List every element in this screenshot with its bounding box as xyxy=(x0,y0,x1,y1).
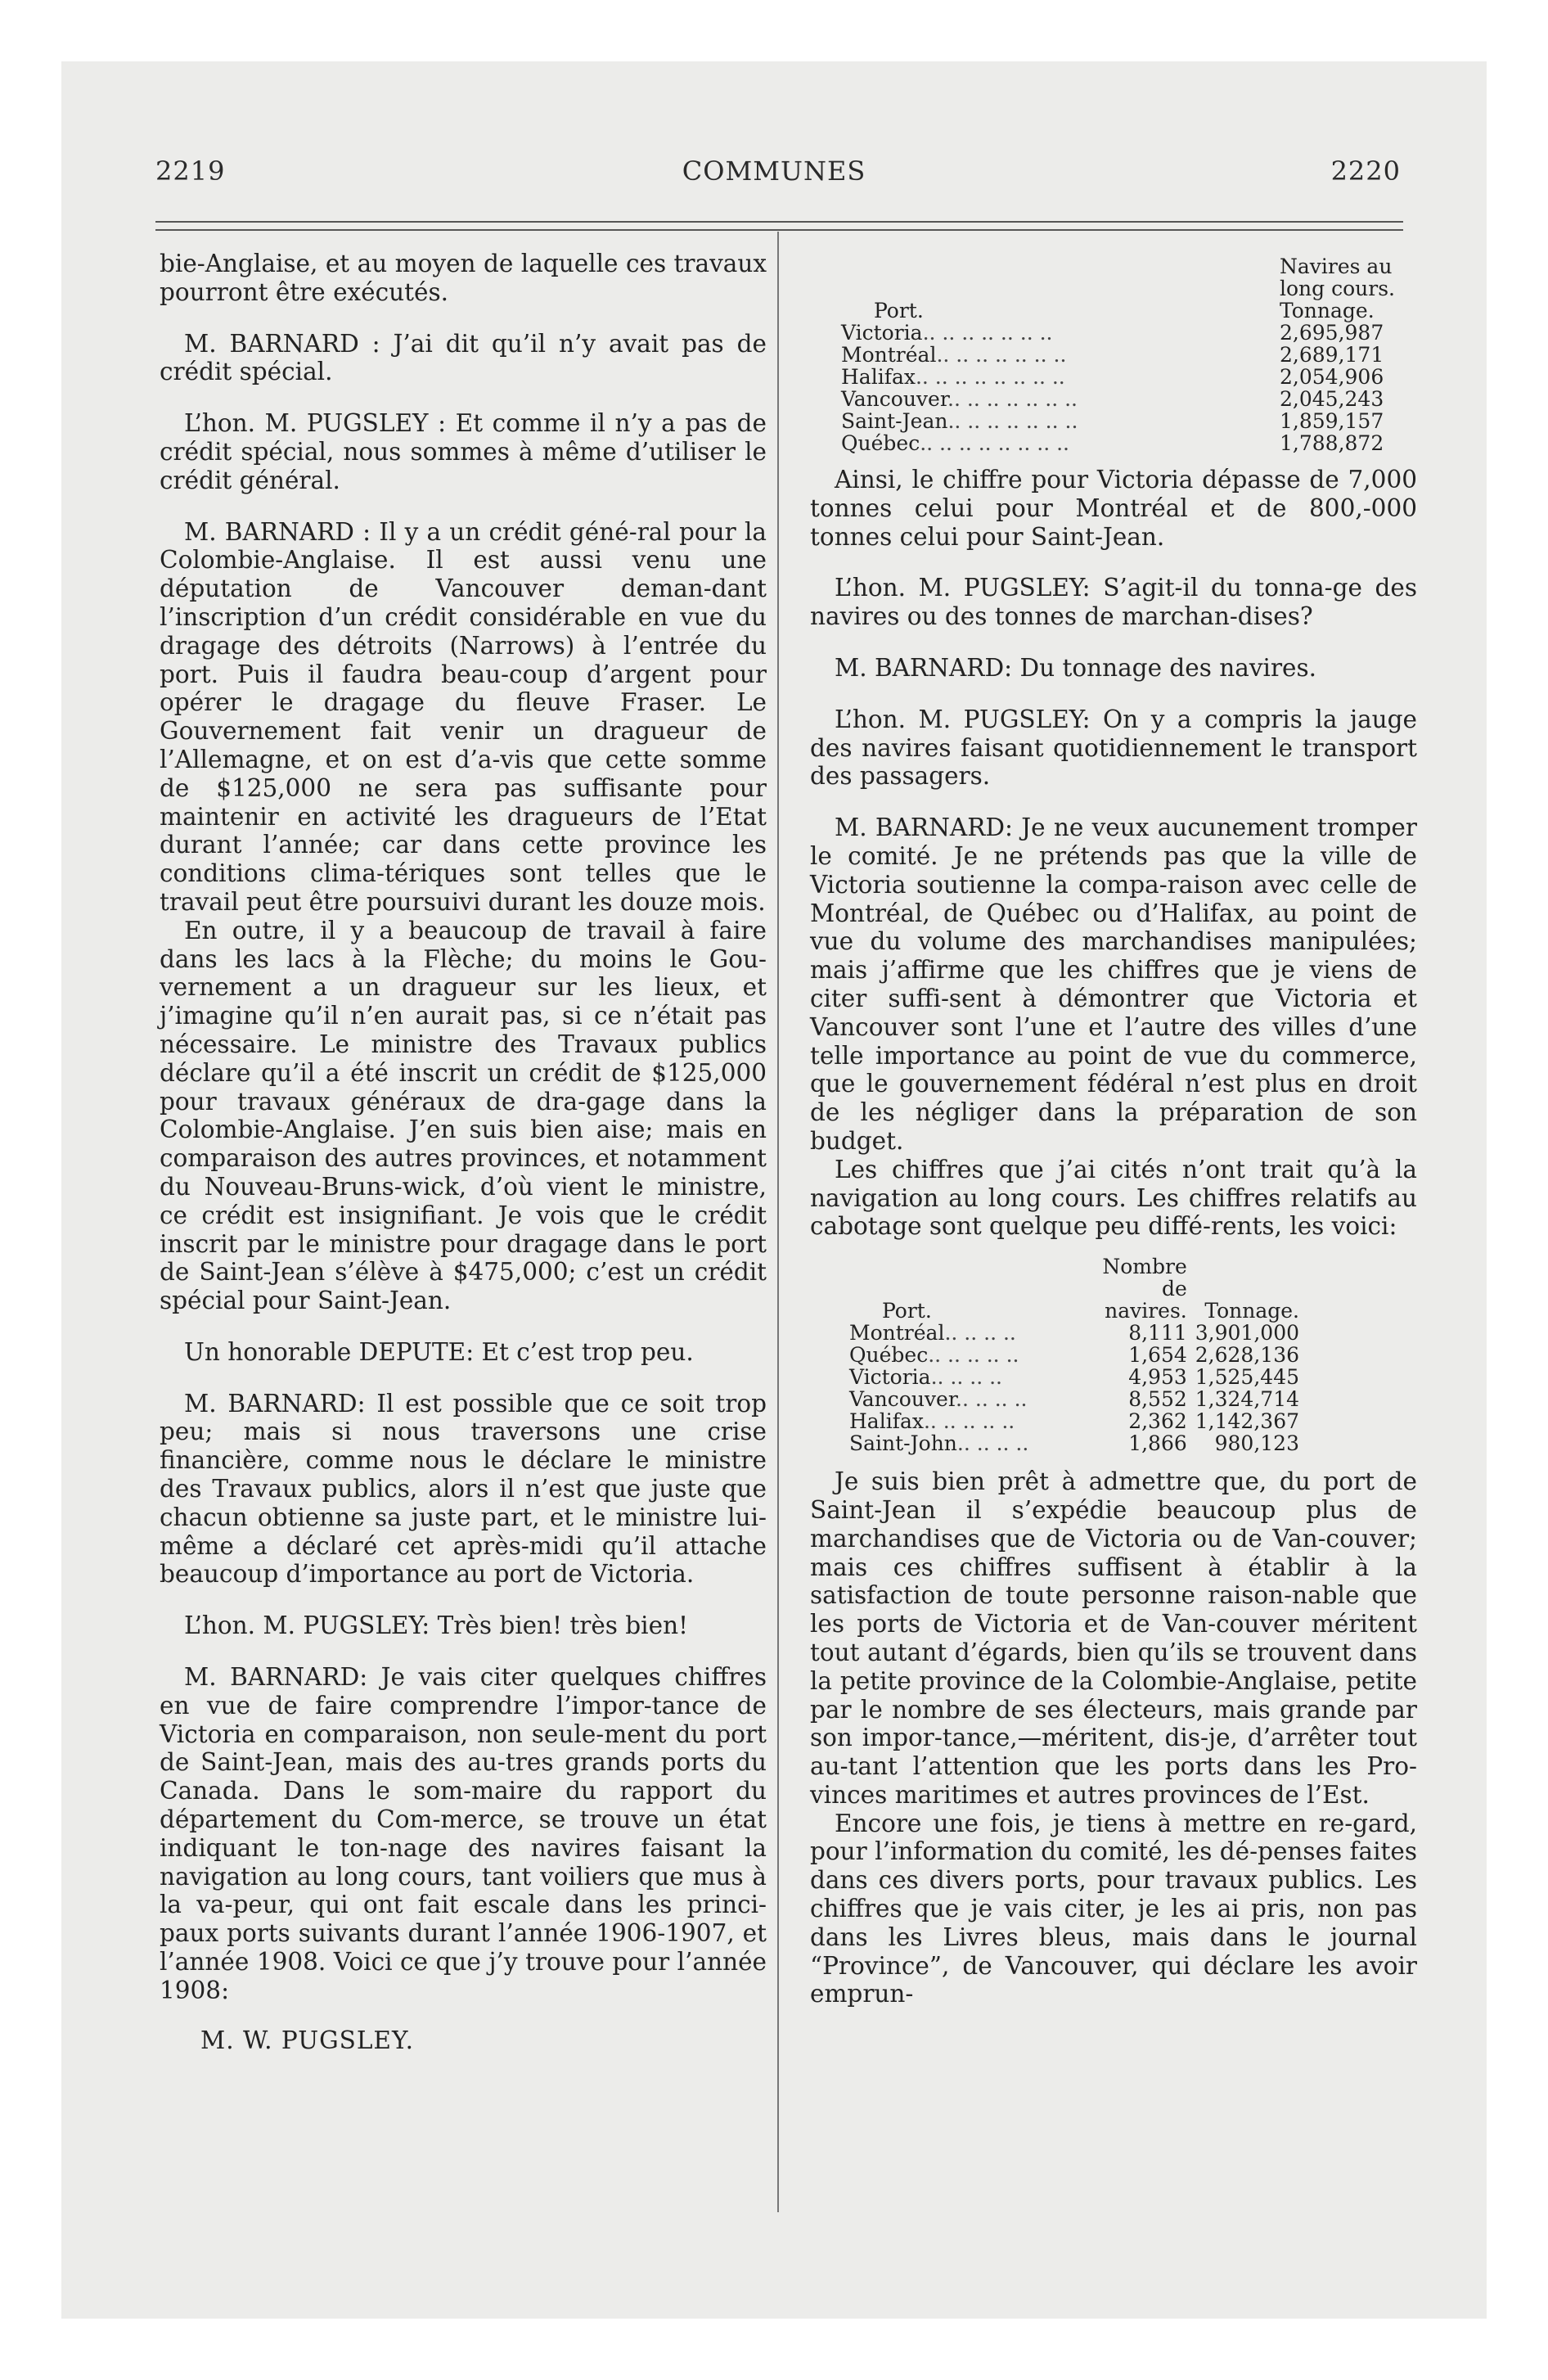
table-row: Saint-John.. .. .. .. 1,866 980,123 xyxy=(849,1432,1307,1454)
port-name: Victoria xyxy=(841,321,923,345)
paragraph: M. BARNARD : J’ai dit qu’il n’y avait pas de crédit spécial. xyxy=(160,329,767,386)
coasting-trade-table xyxy=(849,1255,1307,1454)
port-name: Montréal xyxy=(849,1321,945,1346)
port-name: Saint-John xyxy=(849,1431,957,1456)
table-row: Halifax.. .. .. .. .. .. .. .. 2,054,906 xyxy=(841,366,1397,388)
tonnage-value: 3,901,000 xyxy=(1195,1321,1299,1346)
table-header-tonnage: Tonnage. xyxy=(1204,1299,1299,1323)
tonnage-value: 1,788,872 xyxy=(1280,431,1384,455)
table-row: Vancouver.. .. .. .. 8,552 1,324,714 xyxy=(849,1388,1307,1410)
table-header-port: Port. xyxy=(882,1299,932,1323)
tonnage-value: 1,324,714 xyxy=(1195,1387,1299,1412)
port-name: Vancouver xyxy=(841,387,948,411)
paragraph: Les chiffres que j’ai cités n’ont trait qu’à la navigation au long cours. Les chiffres relatifs au cabotage sont quelque peu diffé-rents, les voici: xyxy=(810,1155,1417,1241)
port-name: Saint-Jean xyxy=(841,409,948,433)
tonnage-value: 2,628,136 xyxy=(1195,1343,1299,1368)
paragraph: M. BARNARD: Je vais citer quelques chiffres en vue de faire comprendre l’impor-tance de Victoria en comparaison, non seule-ment du port de Saint-Jean, mais des au-tres grands ports du Canada. Dans le som-maire du rapport du département du Com-merce, se trouve un état indiquant le ton-nage des navires faisant la navigation au long cours, tant voiliers que mus à la va-peur, qui ont fait escale dans les princi-paux ports suivants durant l’année 1906-1907, et l’année 1908. Voici ce que j’y trouve pour l’année 1908: xyxy=(160,1663,767,2004)
port-name: Vancouver xyxy=(849,1387,956,1412)
table-header-tonnage xyxy=(1275,255,1397,322)
tonnage-value: 1,142,367 xyxy=(1195,1409,1299,1434)
page-number-right: 2220 xyxy=(1330,156,1401,187)
tonnage-value: 2,689,171 xyxy=(1280,343,1384,367)
paragraph: L’hon. M. PUGSLEY: S’agit-il du tonna-ge des navires ou des tonnes de marchan-dises? xyxy=(810,574,1417,631)
table-header-port: Port. xyxy=(874,299,924,322)
table-row: Saint-Jean.. .. .. .. .. .. .. 1,859,157 xyxy=(841,410,1397,432)
ships-value: 8,111 xyxy=(1128,1321,1187,1346)
header-rule-bottom xyxy=(155,229,1403,231)
table-row: Québec.. .. .. .. .. .. .. .. 1,788,872 xyxy=(841,432,1397,454)
column-divider xyxy=(777,232,779,2212)
right-column xyxy=(810,255,1417,2008)
table-row: Montréal.. .. .. .. 8,111 3,901,000 xyxy=(849,1322,1307,1344)
header-line: long cours. xyxy=(1280,277,1395,300)
port-name: Montréal xyxy=(841,343,937,367)
port-name: Victoria xyxy=(849,1365,931,1390)
table-header-ships xyxy=(1102,1255,1195,1322)
paragraph: L’hon. M. PUGSLEY: Très bien! très bien! xyxy=(184,1611,688,1640)
port-name: Halifax xyxy=(849,1409,924,1434)
paragraph: bie-Anglaise, et au moyen de laquelle ces travaux pourront être exécutés. xyxy=(160,250,767,306)
signature: M. W. PUGSLEY. xyxy=(200,2026,415,2054)
table-row: Québec.. .. .. .. .. 1,654 2,628,136 xyxy=(849,1344,1307,1366)
paragraph: En outre, il y a beaucoup de travail à faire dans les lacs à la Flèche; du moins le Gou-vernement a un dragueur sur les lieux, et j’imagine qu’il n’en aurait pas, si ce n’était pas nécessaire. Le ministre des Travaux publics déclare qu’il a été inscrit un crédit de $125,000 pour travaux généraux de dra-gage dans la Colombie-Anglaise. J’en suis bien aise; mais en comparaison des autres provinces, et notamment du Nouveau-Bruns-wick, d’où vient le ministre, ce crédit est insignifiant. Je vois que le crédit inscrit par le ministre pour dragage dans le port de Saint-Jean s’élève à $475,000; c’est un crédit spécial pour Saint-Jean. xyxy=(160,916,767,1315)
paragraph: Ainsi, le chiffre pour Victoria dépasse de 7,000 tonnes celui pour Montréal et de 800,-000 tonnes celui pour Saint-Jean. xyxy=(810,466,1417,551)
header-rule-top xyxy=(155,221,1403,223)
table-row: Victoria.. .. .. .. 4,953 1,525,445 xyxy=(849,1366,1307,1388)
paragraph: Encore une fois, je tiens à mettre en re-gard, pour l’information du comité, les dé-penses faites dans ces divers ports, pour travaux publics. Les chiffres que je vais citer, je les ai pris, non pas dans les Livres bleus, mais dans le journal “Province”, de Vancouver, qui déclare les avoir emprun- xyxy=(810,1809,1417,2008)
table-row: Vancouver.. .. .. .. .. .. .. 2,045,243 xyxy=(841,388,1397,410)
left-column xyxy=(160,250,767,2054)
paragraph: M. BARNARD: Je ne veux aucunement tromper le comité. Je ne prétends pas que la ville de Victoria soutienne la compa-raison avec celle de Montréal, de Québec ou d’Halifax, au point de vue du volume des marchandises manipulées; mais j’affirme que les chiffres que je viens de citer suffi-sent à démontrer que Victoria et Vancouver sont l’une et l’autre des villes d’une telle importance au point de vue du commerce, que le gouvernement fédéral n’est plus en droit de les négliger dans la préparation de son budget. xyxy=(810,814,1417,1155)
ships-value: 8,552 xyxy=(1128,1387,1187,1412)
ships-value: 1,654 xyxy=(1128,1343,1187,1368)
tonnage-value: 1,859,157 xyxy=(1280,409,1384,433)
ships-value: 1,866 xyxy=(1128,1431,1187,1456)
table-row: Halifax.. .. .. .. .. 2,362 1,142,367 xyxy=(849,1410,1307,1432)
ships-value: 2,362 xyxy=(1128,1409,1187,1434)
table-row: Victoria.. .. .. .. .. .. .. 2,695,987 xyxy=(841,322,1397,344)
header-line: Tonnage. xyxy=(1280,299,1375,322)
tonnage-value: 980,123 xyxy=(1214,1431,1299,1456)
tonnage-value: 2,695,987 xyxy=(1280,321,1384,345)
tonnage-value: 2,045,243 xyxy=(1280,387,1384,411)
running-title: COMMUNES xyxy=(682,156,866,187)
ocean-tonnage-table xyxy=(841,255,1397,454)
paragraph: M. BARNARD: Il est possible que ce soit trop peu; mais si nous traversons une crise financière, comme nous le déclare le ministre des Travaux publics, alors il n’est que juste que chacun obtienne sa juste part, et le ministre lui-même a déclaré cet après-midi qu’il attache beaucoup d’importance au port de Victoria. xyxy=(160,1389,767,1589)
page-number-left: 2219 xyxy=(155,156,226,187)
paragraph: Un honorable DEPUTE: Et c’est trop peu. xyxy=(184,1337,694,1366)
paragraph: L’hon. M. PUGSLEY: On y a compris la jauge des navires faisant quotidiennement le transport des passagers. xyxy=(810,705,1417,791)
table-row: Montréal.. .. .. .. .. .. .. 2,689,171 xyxy=(841,344,1397,366)
paragraph: M. BARNARD : Il y a un crédit géné-ral pour la Colombie-Anglaise. Il est aussi venu une députation de Vancouver deman-dant l’inscription d’un crédit considérable en vue du dragage des détroits (Narrows) à l’entrée du port. Puis il faudra beau-coup d’argent pour opérer le dragage du fleuve Fraser. Le Gouvernement fait venir un dragueur de l’Allemagne, et on est d’a-vis que cette somme de $125,000 ne sera pas suffisante pour maintenir en activité les dragueurs de l’Etat durant l’année; car dans cette province les conditions clima-tériques sont telles que le travail peut être poursuivi durant les douze mois. xyxy=(160,517,767,916)
ships-value: 4,953 xyxy=(1128,1365,1187,1390)
tonnage-value: 2,054,906 xyxy=(1280,365,1384,389)
port-name: Halifax xyxy=(841,365,916,389)
port-name: Québec xyxy=(849,1343,929,1368)
paragraph: M. BARNARD: Du tonnage des navires. xyxy=(835,653,1317,682)
paragraph: L’hon. M. PUGSLEY : Et comme il n’y a pas de crédit spécial, nous sommes à même d’utiliser le crédit général. xyxy=(160,409,767,494)
header-line: navires. xyxy=(1105,1299,1187,1323)
paragraph: Je suis bien prêt à admettre que, du port de Saint-Jean il s’expédie beaucoup plus de marchandises que de Victoria ou de Van-couver; mais ces chiffres suffisent à établir à la satisfaction de toute personne raison-nable que les ports de Victoria et de Van-couver méritent tout autant d’égards, bien qu’ils se trouvent dans la petite province de la Colombie-Anglaise, petite par le nombre de ses électeurs, mais grande par son impor-tance,—méritent, dis-je, d’arrêter tout au-tant l’attention que les ports dans les Pro-vinces maritimes et autres provinces de l’Est. xyxy=(810,1467,1417,1809)
header-line: Nombre de xyxy=(1102,1255,1187,1301)
header-line: Navires au xyxy=(1280,255,1393,278)
tonnage-value: 1,525,445 xyxy=(1195,1365,1299,1390)
port-name: Québec xyxy=(841,431,920,455)
